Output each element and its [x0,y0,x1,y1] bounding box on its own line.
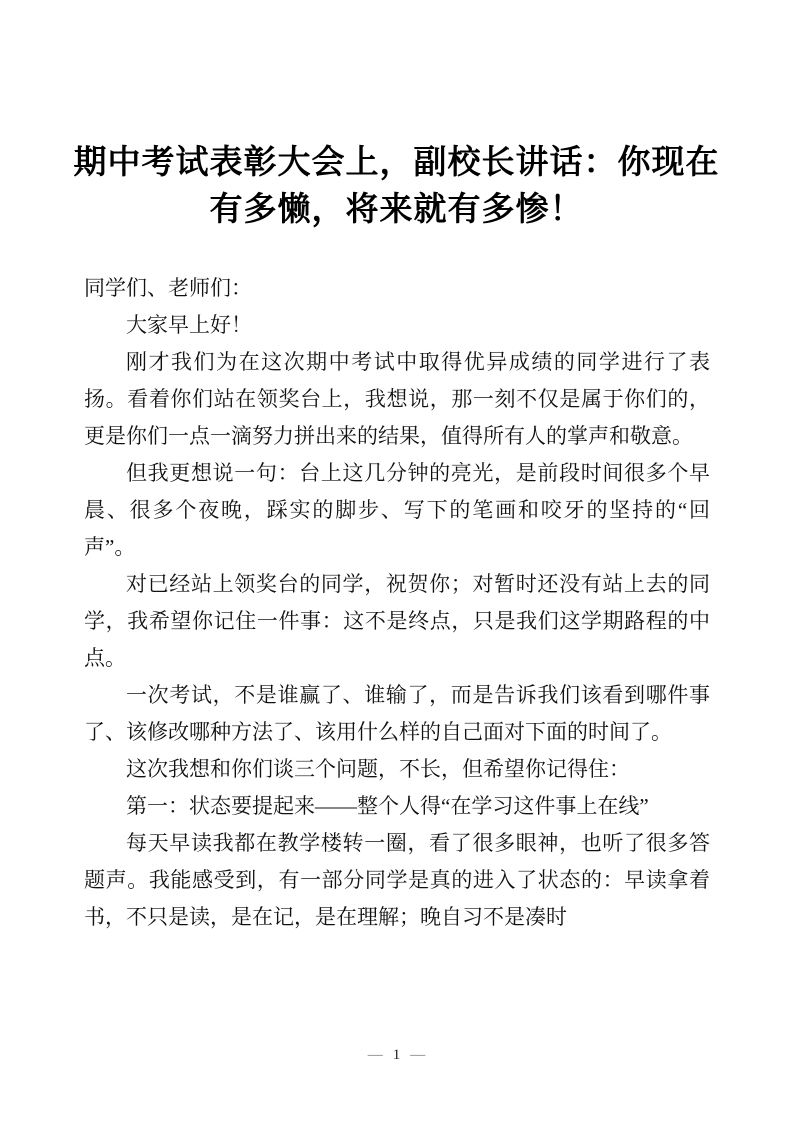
footer-left-dash: — [367,1047,383,1063]
paragraph: 对已经站上领奖台的同学，祝贺你；对暂时还没有站上去的同学，我希望你记住一件事：这不是终点，只是我们这学期路程的中点。 [84,572,710,670]
paragraph: 刚才我们为在这次期中考试中取得优异成绩的同学进行了表扬。看着你们站在领奖台上，我想说，那一刻不仅是属于你们的，更是你们一点一滴努力拼出来的结果，值得所有人的掌声和敬意。 [84,350,710,448]
paragraph: 这次我想和你们谈三个问题，不长，但希望你记得住： [126,757,630,781]
paragraph: 每天早读我都在教学楼转一圈，看了很多眼神，也听了很多答题声。我能感受到，有一部分同学是真的进入了状态的：早读拿着书，不只是读，是在记，是在理解；晚自习不是凑时 [84,831,710,929]
page-title: 期中考试表彰大会上，副校长讲话：你现在有多懒，将来就有多惨！ [73,145,720,228]
paragraph-point-one: 第一：状态要提起来——整个人得“在学习这件事上在线” [126,794,649,818]
paragraph-greeting: 大家早上好！ [126,313,252,337]
footer-right-dash: — [410,1047,426,1063]
paragraph: 但我更想说一句：台上这几分钟的亮光，是前段时间很多个早晨、很多个夜晚，踩实的脚步、写下的笔画和咬牙的坚持的“回声”。 [84,461,710,559]
paragraph-salutation: 同学们、老师们： [84,276,252,300]
page-number: 1 [392,1047,401,1063]
document-body [84,270,710,936]
paragraph: 一次考试，不是谁赢了、谁输了，而是告诉我们该看到哪件事了、该修改哪种方法了、该用什么样的自己面对下面的时间了。 [84,683,710,744]
page-footer [0,1047,793,1064]
